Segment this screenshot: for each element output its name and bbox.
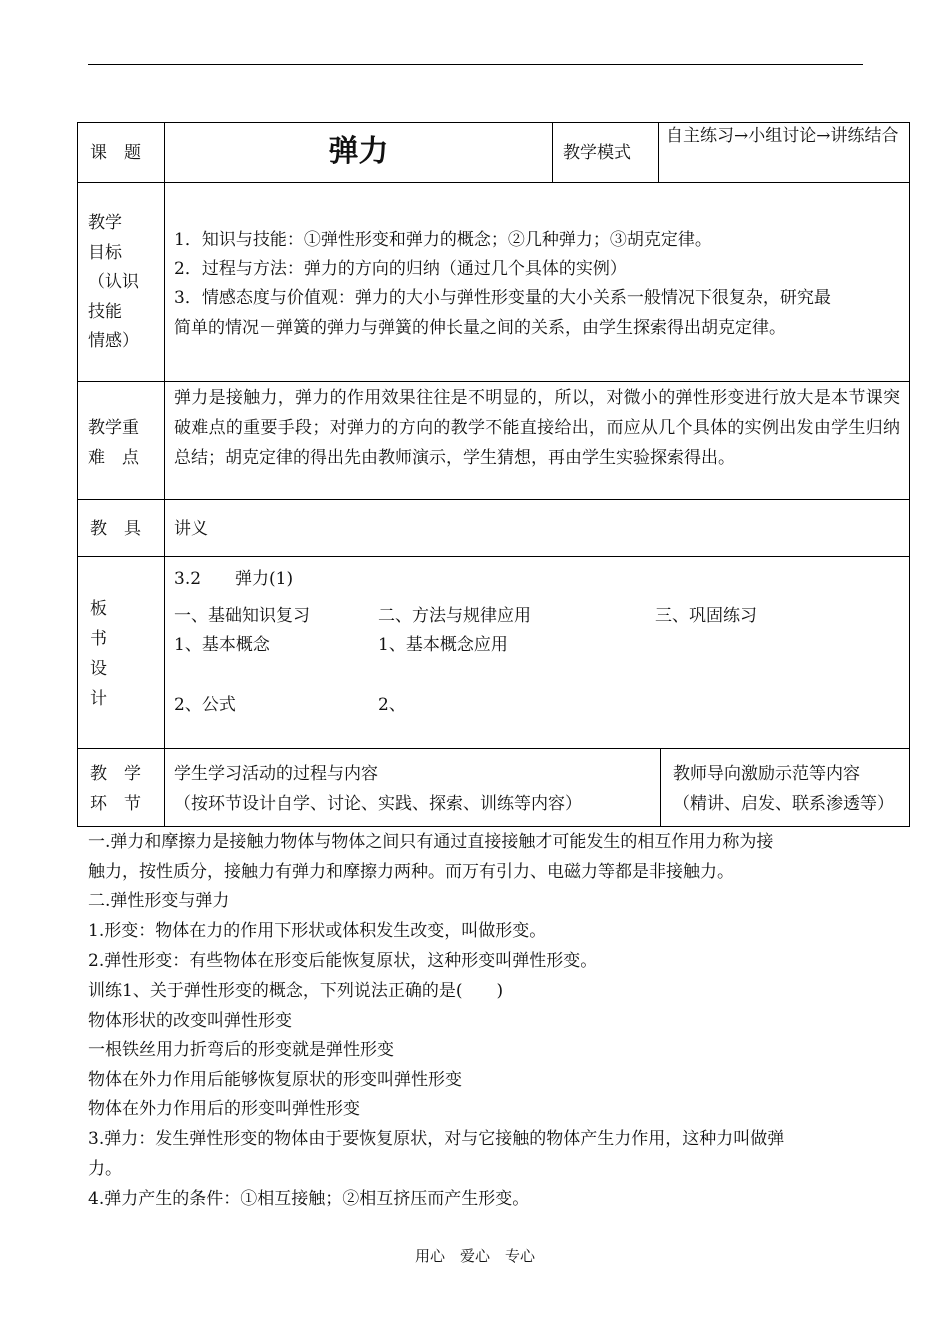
tools-value: 讲义 [174, 519, 208, 539]
body-line: 物体在外力作用后能够恢复原状的形变叫弹性形变 [88, 1070, 462, 1090]
body-line: 训练1、关于弹性形变的概念，下列说法正确的是( ) [88, 981, 504, 1001]
body-line: 物体在外力作用后的形变叫弹性形变 [88, 1099, 360, 1119]
body-line: 4.弹力产生的条件：①相互接触；②相互挤压而产生形变。 [88, 1189, 530, 1209]
body-line: 3.弹力：发生弹性形变的物体由于要恢复原状，对与它接触的物体产生力作用，这种力叫做弹 [88, 1129, 785, 1149]
body-line: 物体形状的改变叫弹性形变 [88, 1011, 292, 1031]
body-line: 1.形变：物体在力的作用下形状或体积发生改变，叫做形变。 [88, 921, 547, 941]
tools-label: 教 具 [90, 519, 141, 539]
body-line: 一.弹力和摩擦力是接触力物体与物体之间只有通过直接接触才可能发生的相互作用力称为接 [88, 832, 774, 852]
body-line: 二.弹性形变与弹力 [88, 891, 230, 911]
lesson-title: 弹力 [328, 134, 389, 169]
topic-label: 课 题 [90, 143, 141, 163]
body-line: 力。 [88, 1159, 122, 1179]
page-footer: 用心 爱心 专心 [414, 1247, 535, 1265]
header-rule [88, 64, 863, 65]
board-heading: 3.2 弹力(1) [174, 569, 294, 589]
body-line: 2.弹性形变：有些物体在形变后能恢复原状，这种形变叫弹性形变。 [88, 951, 598, 971]
key-points-text: 弹力是接触力，弹力的作用效果往往是不明显的，所以，对微小的弹性形变进行放大是本节课突破难点的重要手段；对弹力的方向的教学不能直接给出，而应从几个具体的实例出发由学生归纳总结；胡克定律的得出先由教师演示，学生猜想，再由学生实验探索得出。 [174, 388, 900, 468]
body-line: 一根铁丝用力折弯后的形变就是弹性形变 [88, 1040, 394, 1060]
body-line: 触力，按性质分，接触力有弹力和摩擦力两种。而万有引力、电磁力等都是非接触力。 [88, 862, 734, 882]
mode-label: 教学模式 [563, 143, 631, 163]
mode-value: 自主练习→小组讨论→讲练结合 [666, 126, 899, 146]
